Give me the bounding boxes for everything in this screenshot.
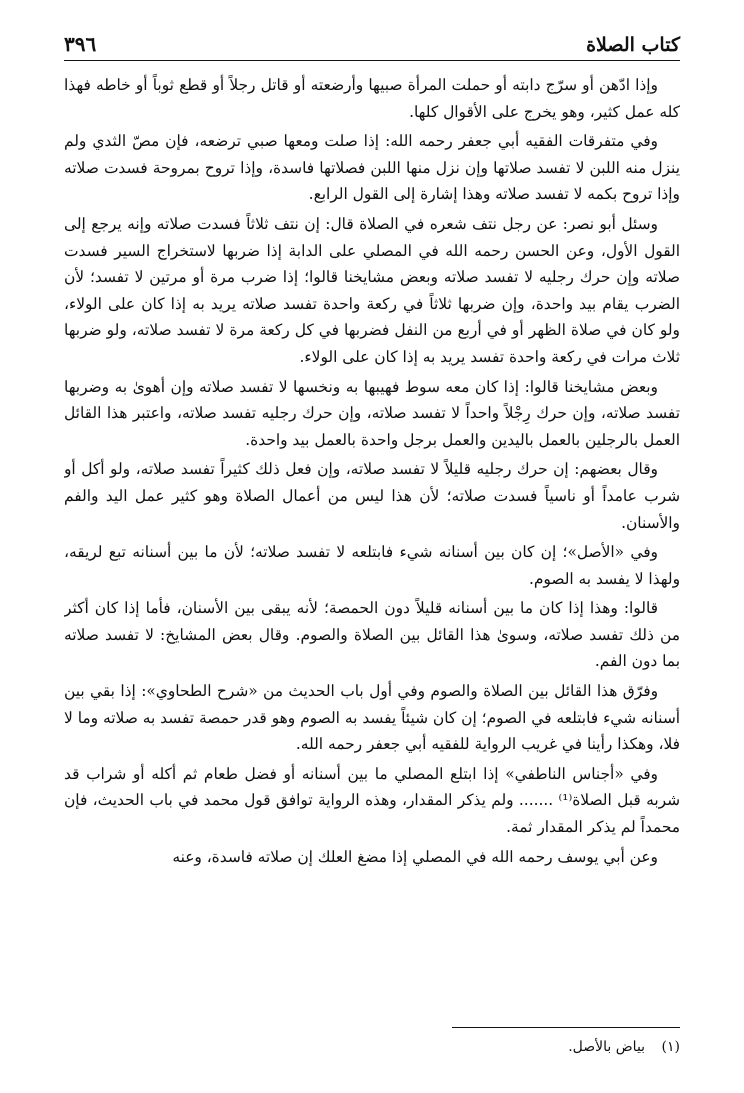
paragraph: وعن أبي يوسف رحمه الله في المصلي إذا مضغ العلك إن صلاته فاسدة، وعنه bbox=[172, 847, 658, 866]
paragraph: وسئل أبو نصر: عن رجل نتف شعره في الصلاة قال: إن نتف ثلاثاً فسدت صلاته وإنه يرجع إلى القول الأول، وعن الحسن رحمه الله في المصلي على الدابة إذا ضربها لاستخراج السير فسدت صلاته وإن حرك رجليه لا تفسد صلاته وبعض مشايخنا قالوا؛ إذا ضرب مرة أو مرتين لا تفسد؛ لأن الضرب يقام بيد واحدة، وإن ضربها ثلاثاً في ركعة واحدة تفسد صلاته يريد به إذا كان على الولاء، ولو كان في صلاة الظهر أو في أربع من النفل فضربها في كل ركعة مرة لا تفسد صلاته، ولو ضربها ثلاث مرات في ركعة واحدة تفسد يريد به إذا كان على الولاء. bbox=[64, 214, 680, 366]
footnote-text: بياض بالأصل. bbox=[568, 1039, 646, 1055]
footnote bbox=[64, 1036, 680, 1058]
paragraph: وقال بعضهم: إن حرك رجليه قليلاً لا تفسد صلاته، وإن فعل ذلك كثيراً تفسد صلاته، ولو أكل أو شرب عامداً أو ناسياً فسدت صلاته؛ لأن هذا ليس من أعمال الصلاة وهو كثير عمل اليد والفم والأسنان. bbox=[64, 460, 680, 532]
paragraph: وإذا ادّهن أو سرّج دابته أو حملت المرأة صبيها وأرضعته أو قاتل رجلاً أو قطع ثوباً أو خاطه فهذا كله عمل كثير، وهو يخرج على الأقوال كلها. bbox=[64, 76, 680, 121]
paragraph: وفي متفرقات الفقيه أبي جعفر رحمه الله: إذا صلت ومعها صبي ترضعه، فإن مصّ الثدي ولم ينزل منه اللبن لا تفسد صلاتها وإن نزل منها اللبن فصلاتها فاسدة، وإذا تروح بمروحة فسدت صلاته وإذا تروح بكمه لا تفسد صلاته وهذا إشارة إلى القول الرابع. bbox=[64, 132, 680, 204]
paragraph: وفي «الأصل»؛ إن كان بين أسنانه شيء فابتلعه لا تفسد صلاته؛ لأن ما بين أسنانه تبع لريقه، ولهذا لا يفسد به الصوم. bbox=[64, 543, 680, 588]
paragraph: وفرّق هذا القائل بين الصلاة والصوم وفي أول باب الحديث من «شرح الطحاوي»: إذا بقي بين أسنانه شيء فابتلعه في الصوم؛ إن كان شيئاً يفسد به الصوم وهو قدر حمصة تفسد به صلاته وما لا فلا، وهكذا رأينا في غريب الرواية للفقيه أبي جعفر رحمه الله. bbox=[64, 682, 680, 754]
page-body bbox=[64, 72, 680, 1017]
running-title: كتاب الصلاة bbox=[586, 34, 680, 56]
page-number: ٣٩٦ bbox=[64, 32, 97, 56]
paragraph: وبعض مشايخنا قالوا: إذا كان معه سوط فهيبها به ونخسها لا تفسد صلاته وإن أهوىٰ به وضربها تفسد صلاته، وإن حرك رِجْلاً واحداً لا تفسد صلاته، وإن حرك رجليه تفسد صلاته، واعتبر هذا القائل العمل بالرجلين بالعمل باليدين والعمل برجل واحدة بالعمل بيد واحدة. bbox=[64, 377, 680, 449]
footnote-number: (١) bbox=[661, 1039, 680, 1055]
page-header bbox=[64, 30, 680, 61]
footnote-divider bbox=[452, 1027, 680, 1028]
paragraph: وفي «أجناس الناطفي» إذا ابتلع المصلي ما بين أسنانه أو فضل طعام ثم أكله أو شراب قد شربه قبل الصلاة⁽¹⁾ ....... ولم يذكر المقدار، وهذه الرواية توافق قول محمد في باب الحديث، فإن محمداً لم يذكر المقدار ثمة. bbox=[64, 764, 680, 837]
paragraph: قالوا: وهذا إذا كان ما بين أسنانه قليلاً دون الحمصة؛ لأنه يبقى بين الأسنان، فأما إذا كان أكثر من ذلك تفسد صلاته، وسوىٰ هذا القائل بين الصلاة والصوم. وقال بعض المشايخ: لا تفسد صلاته بما دون الفم. bbox=[64, 599, 680, 671]
